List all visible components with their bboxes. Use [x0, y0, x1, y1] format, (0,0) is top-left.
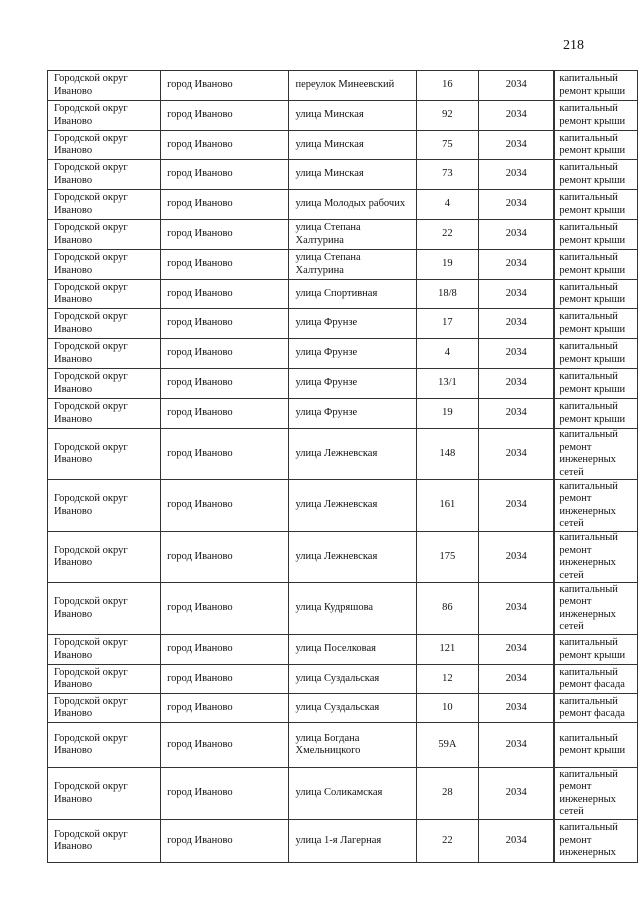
settlement-text: город Иваново — [167, 499, 233, 511]
work-type-cell — [554, 250, 637, 280]
street-text: улица Степана Халтурина — [295, 252, 361, 276]
street-cell — [289, 583, 416, 635]
municipality-cell — [48, 429, 161, 480]
table-row — [48, 339, 638, 369]
work-type-cell — [554, 220, 637, 250]
house-number-text: 28 — [442, 787, 453, 799]
municipality-cell — [48, 131, 161, 160]
municipality-cell — [48, 280, 161, 309]
house-number-cell — [416, 635, 478, 665]
work-type-text: капитальный ремонт инженерных — [559, 822, 618, 859]
year-cell — [479, 399, 555, 429]
street-cell — [289, 399, 416, 429]
municipality-text: Городской округ Иваново — [54, 281, 128, 305]
year-cell — [479, 309, 555, 339]
page-number: 218 — [563, 38, 584, 53]
year-cell — [479, 665, 555, 694]
municipality-text: Городской округ Иваново — [54, 192, 128, 216]
year-cell — [479, 250, 555, 280]
table-row — [48, 532, 638, 583]
work-type-text: капитальный ремонт крыши — [559, 371, 626, 395]
municipality-text: Городской округ Иваново — [54, 666, 128, 690]
municipality-text: Городской округ Иваново — [54, 441, 128, 465]
municipality-cell — [48, 339, 161, 369]
municipality-cell — [48, 635, 161, 665]
street-cell — [289, 101, 416, 131]
street-cell — [289, 768, 416, 820]
year-cell — [479, 160, 555, 190]
house-number-text: 4 — [444, 198, 451, 210]
street-cell — [289, 532, 416, 583]
year-cell — [479, 723, 555, 768]
street-cell — [289, 369, 416, 399]
work-type-text: капитальный ремонт фасада — [559, 666, 625, 690]
table-row — [48, 583, 638, 635]
year-text: 2034 — [505, 407, 527, 419]
house-number-text: 22 — [442, 228, 453, 240]
street-cell — [289, 339, 416, 369]
work-type-text: капитальный ремонт крыши — [559, 637, 626, 661]
year-cell — [479, 131, 555, 160]
settlement-text: город Иваново — [167, 787, 233, 799]
year-text: 2034 — [505, 787, 527, 799]
street-text: улица Минская — [295, 138, 364, 150]
settlement-text: город Иваново — [167, 447, 233, 459]
settlement-cell — [161, 694, 289, 723]
work-type-cell — [554, 101, 637, 131]
street-cell — [289, 190, 416, 220]
settlement-text: город Иваново — [167, 672, 233, 684]
municipality-text: Городской округ Иваново — [54, 162, 128, 186]
year-cell — [479, 220, 555, 250]
year-text: 2034 — [505, 447, 527, 459]
municipality-text: Городской округ Иваново — [54, 252, 128, 276]
settlement-cell — [161, 820, 289, 863]
repair-schedule-table — [47, 70, 638, 863]
house-number-text: 17 — [442, 317, 453, 329]
house-number-text: 148 — [439, 447, 456, 459]
year-cell — [479, 583, 555, 635]
work-type-cell — [554, 820, 637, 863]
table-row — [48, 429, 638, 480]
street-text: улица Фрунзе — [295, 407, 358, 419]
settlement-cell — [161, 280, 289, 309]
street-text: переулок Минеевский — [295, 79, 395, 91]
work-type-text: капитальный ремонт крыши — [559, 192, 626, 216]
year-text: 2034 — [505, 643, 527, 655]
table-row — [48, 665, 638, 694]
work-type-cell — [554, 694, 637, 723]
settlement-cell — [161, 369, 289, 399]
settlement-text: город Иваново — [167, 550, 233, 562]
work-type-text: капитальный ремонт крыши — [559, 252, 626, 276]
municipality-text: Городской округ Иваново — [54, 401, 128, 425]
settlement-cell — [161, 101, 289, 131]
work-type-cell — [554, 429, 637, 480]
work-type-cell — [554, 160, 637, 190]
house-number-cell — [416, 480, 478, 532]
street-cell — [289, 250, 416, 280]
house-number-cell — [416, 820, 478, 863]
house-number-cell — [416, 160, 478, 190]
house-number-text: 4 — [444, 347, 451, 359]
year-cell — [479, 101, 555, 131]
work-type-cell — [554, 369, 637, 399]
house-number-text: 161 — [439, 499, 456, 511]
work-type-cell — [554, 583, 637, 635]
municipality-cell — [48, 309, 161, 339]
settlement-cell — [161, 71, 289, 101]
work-type-cell — [554, 723, 637, 768]
municipality-cell — [48, 583, 161, 635]
settlement-text: город Иваново — [167, 138, 233, 150]
settlement-cell — [161, 583, 289, 635]
street-text: улица Поселковая — [295, 643, 376, 655]
house-number-text: 22 — [442, 834, 453, 846]
house-number-text: 92 — [442, 109, 453, 121]
table-row — [48, 369, 638, 399]
year-text: 2034 — [505, 550, 527, 562]
year-text: 2034 — [505, 701, 527, 713]
year-text: 2034 — [505, 109, 527, 121]
house-number-text: 12 — [442, 672, 453, 684]
settlement-cell — [161, 480, 289, 532]
year-text: 2034 — [505, 499, 527, 511]
street-cell — [289, 131, 416, 160]
table-row — [48, 723, 638, 768]
street-cell — [289, 820, 416, 863]
house-number-cell — [416, 339, 478, 369]
settlement-text: город Иваново — [167, 109, 233, 121]
work-type-text: капитальный ремонт крыши — [559, 341, 626, 365]
house-number-text: 175 — [439, 550, 456, 562]
municipality-cell — [48, 250, 161, 280]
year-text: 2034 — [505, 738, 527, 750]
settlement-cell — [161, 339, 289, 369]
settlement-text: город Иваново — [167, 407, 233, 419]
municipality-text: Городской округ Иваново — [54, 596, 128, 620]
work-type-cell — [554, 190, 637, 220]
house-number-text: 121 — [439, 643, 456, 655]
work-type-text: капитальный ремонт крыши — [559, 103, 626, 127]
work-type-text: капитальный ремонт инженерных сетей — [559, 429, 618, 478]
municipality-text: Городской округ Иваново — [54, 781, 128, 805]
work-type-cell — [554, 399, 637, 429]
house-number-cell — [416, 369, 478, 399]
house-number-cell — [416, 250, 478, 280]
table-row — [48, 250, 638, 280]
settlement-text: город Иваново — [167, 602, 233, 614]
year-text: 2034 — [505, 672, 527, 684]
work-type-text: капитальный ремонт крыши — [559, 281, 626, 305]
table-row — [48, 309, 638, 339]
work-type-text: капитальный ремонт крыши — [559, 73, 626, 97]
street-cell — [289, 71, 416, 101]
municipality-cell — [48, 190, 161, 220]
municipality-cell — [48, 820, 161, 863]
street-text: улица Минская — [295, 109, 364, 121]
work-type-cell — [554, 768, 637, 820]
street-text: улица Суздальская — [295, 672, 380, 684]
street-cell — [289, 723, 416, 768]
house-number-text: 13/1 — [438, 377, 457, 389]
year-text: 2034 — [505, 198, 527, 210]
year-text: 2034 — [505, 347, 527, 359]
table-row — [48, 280, 638, 309]
settlement-cell — [161, 429, 289, 480]
house-number-cell — [416, 190, 478, 220]
municipality-cell — [48, 160, 161, 190]
municipality-text: Городской округ Иваново — [54, 341, 128, 365]
work-type-cell — [554, 71, 637, 101]
house-number-cell — [416, 768, 478, 820]
house-number-cell — [416, 429, 478, 480]
street-text: улица Минская — [295, 168, 364, 180]
settlement-text: город Иваново — [167, 258, 233, 270]
municipality-cell — [48, 480, 161, 532]
year-text: 2034 — [505, 834, 527, 846]
table-row — [48, 399, 638, 429]
settlement-cell — [161, 250, 289, 280]
year-cell — [479, 480, 555, 532]
table-row — [48, 820, 638, 863]
municipality-text: Городской округ Иваново — [54, 103, 128, 127]
work-type-text: капитальный ремонт крыши — [559, 401, 626, 425]
year-text: 2034 — [505, 79, 527, 91]
table-row — [48, 71, 638, 101]
table-row — [48, 131, 638, 160]
settlement-text: город Иваново — [167, 79, 233, 91]
house-number-cell — [416, 131, 478, 160]
settlement-cell — [161, 532, 289, 583]
year-cell — [479, 768, 555, 820]
house-number-cell — [416, 665, 478, 694]
municipality-cell — [48, 101, 161, 131]
settlement-text: город Иваново — [167, 317, 233, 329]
year-text: 2034 — [505, 377, 527, 389]
year-cell — [479, 369, 555, 399]
municipality-cell — [48, 369, 161, 399]
street-cell — [289, 429, 416, 480]
year-cell — [479, 190, 555, 220]
table-row — [48, 768, 638, 820]
settlement-text: город Иваново — [167, 834, 233, 846]
municipality-text: Городской округ Иваново — [54, 544, 128, 568]
street-text: улица 1-я Лагерная — [295, 834, 382, 846]
work-type-text: капитальный ремонт инженерных сетей — [559, 768, 618, 817]
municipality-text: Городской округ Иваново — [54, 132, 128, 156]
year-text: 2034 — [505, 168, 527, 180]
house-number-cell — [416, 532, 478, 583]
street-cell — [289, 665, 416, 694]
street-text: улица Фрунзе — [295, 347, 358, 359]
year-text: 2034 — [505, 602, 527, 614]
house-number-cell — [416, 723, 478, 768]
house-number-text: 16 — [442, 79, 453, 91]
year-cell — [479, 339, 555, 369]
municipality-text: Городской округ Иваново — [54, 222, 128, 246]
work-type-text: капитальный ремонт фасада — [559, 695, 625, 719]
year-text: 2034 — [505, 228, 527, 240]
year-text: 2034 — [505, 138, 527, 150]
municipality-text: Городской округ Иваново — [54, 732, 128, 756]
house-number-text: 86 — [442, 602, 453, 614]
street-text: улица Суздальская — [295, 701, 380, 713]
street-text: улица Фрунзе — [295, 377, 358, 389]
settlement-text: город Иваново — [167, 738, 233, 750]
house-number-cell — [416, 399, 478, 429]
street-cell — [289, 480, 416, 532]
house-number-cell — [416, 101, 478, 131]
municipality-cell — [48, 768, 161, 820]
year-cell — [479, 280, 555, 309]
settlement-text: город Иваново — [167, 198, 233, 210]
house-number-text: 19 — [442, 258, 453, 270]
table-body — [48, 71, 638, 863]
municipality-text: Городской округ Иваново — [54, 637, 128, 661]
house-number-cell — [416, 220, 478, 250]
street-text: улица Богдана Хмельницкого — [295, 732, 361, 756]
year-cell — [479, 532, 555, 583]
settlement-text: город Иваново — [167, 347, 233, 359]
year-cell — [479, 694, 555, 723]
house-number-text: 18/8 — [438, 287, 457, 299]
street-text: улица Спортивная — [295, 287, 378, 299]
work-type-cell — [554, 665, 637, 694]
house-number-text: 19 — [442, 407, 453, 419]
settlement-cell — [161, 723, 289, 768]
municipality-text: Городской округ Иваново — [54, 493, 128, 517]
work-type-cell — [554, 339, 637, 369]
work-type-cell — [554, 480, 637, 532]
municipality-text: Городской округ Иваново — [54, 371, 128, 395]
year-cell — [479, 635, 555, 665]
street-cell — [289, 280, 416, 309]
street-text: улица Степана Халтурина — [295, 222, 361, 246]
table-row — [48, 635, 638, 665]
table-row — [48, 160, 638, 190]
year-cell — [479, 429, 555, 480]
street-cell — [289, 309, 416, 339]
settlement-cell — [161, 190, 289, 220]
street-text: улица Лежневская — [295, 499, 378, 511]
settlement-cell — [161, 160, 289, 190]
work-type-text: капитальный ремонт крыши — [559, 222, 626, 246]
year-text: 2034 — [505, 287, 527, 299]
settlement-text: город Иваново — [167, 377, 233, 389]
table-row — [48, 220, 638, 250]
settlement-cell — [161, 665, 289, 694]
settlement-cell — [161, 768, 289, 820]
street-cell — [289, 694, 416, 723]
house-number-cell — [416, 71, 478, 101]
work-type-cell — [554, 635, 637, 665]
municipality-cell — [48, 694, 161, 723]
settlement-cell — [161, 399, 289, 429]
house-number-cell — [416, 309, 478, 339]
house-number-cell — [416, 583, 478, 635]
house-number-text: 75 — [442, 138, 453, 150]
house-number-text: 10 — [442, 701, 453, 713]
work-type-text: капитальный ремонт крыши — [559, 311, 626, 335]
work-type-cell — [554, 532, 637, 583]
street-cell — [289, 220, 416, 250]
settlement-text: город Иваново — [167, 701, 233, 713]
house-number-text: 59А — [438, 738, 457, 750]
settlement-text: город Иваново — [167, 228, 233, 240]
house-number-cell — [416, 280, 478, 309]
house-number-cell — [416, 694, 478, 723]
settlement-cell — [161, 635, 289, 665]
street-cell — [289, 635, 416, 665]
street-text: улица Соликамская — [295, 787, 383, 799]
municipality-cell — [48, 71, 161, 101]
municipality-cell — [48, 665, 161, 694]
municipality-cell — [48, 220, 161, 250]
street-text: улица Лежневская — [295, 550, 378, 562]
work-type-text: капитальный ремонт крыши — [559, 732, 626, 756]
work-type-cell — [554, 280, 637, 309]
municipality-text: Городской округ Иваново — [54, 828, 128, 852]
work-type-text: капитальный ремонт инженерных сетей — [559, 583, 618, 632]
year-text: 2034 — [505, 258, 527, 270]
year-cell — [479, 820, 555, 863]
street-text: улица Кудряшова — [295, 602, 374, 614]
settlement-text: город Иваново — [167, 287, 233, 299]
municipality-text: Городской округ Иваново — [54, 73, 128, 97]
work-type-cell — [554, 131, 637, 160]
work-type-text: капитальный ремонт крыши — [559, 162, 626, 186]
settlement-text: город Иваново — [167, 168, 233, 180]
work-type-text: капитальный ремонт инженерных сетей — [559, 532, 618, 581]
settlement-cell — [161, 131, 289, 160]
work-type-text: капитальный ремонт крыши — [559, 132, 626, 156]
municipality-text: Городской округ Иваново — [54, 695, 128, 719]
settlement-text: город Иваново — [167, 643, 233, 655]
municipality-cell — [48, 399, 161, 429]
street-text: улица Лежневская — [295, 447, 378, 459]
street-text: улица Фрунзе — [295, 317, 358, 329]
table-row — [48, 190, 638, 220]
table-row — [48, 694, 638, 723]
municipality-text: Городской округ Иваново — [54, 311, 128, 335]
municipality-cell — [48, 532, 161, 583]
settlement-cell — [161, 309, 289, 339]
street-cell — [289, 160, 416, 190]
work-type-text: капитальный ремонт инженерных сетей — [559, 480, 618, 529]
year-text: 2034 — [505, 317, 527, 329]
municipality-cell — [48, 723, 161, 768]
table-row — [48, 480, 638, 532]
work-type-cell — [554, 309, 637, 339]
table-row — [48, 101, 638, 131]
house-number-text: 73 — [442, 168, 453, 180]
settlement-cell — [161, 220, 289, 250]
year-cell — [479, 71, 555, 101]
street-text: улица Молодых рабочих — [295, 198, 406, 210]
